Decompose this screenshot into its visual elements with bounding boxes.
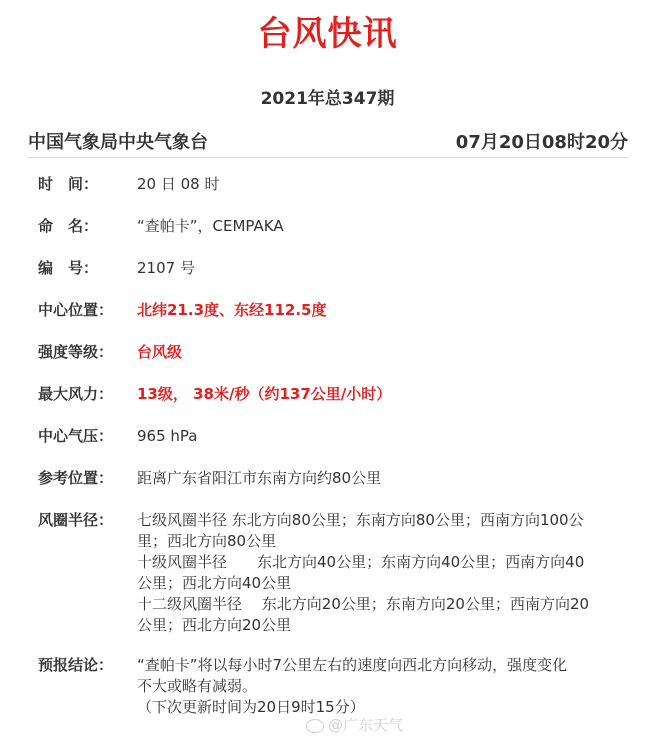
source-agency: 中国气象局中央气象台 — [28, 132, 208, 153]
field-label-name: 命 名： — [38, 217, 99, 235]
radius-line: 公里；西北方向40公里 — [137, 574, 292, 592]
field-value-center: 北纬21.3度、东经112.5度 — [137, 301, 327, 319]
radius-line: 七级风圈半径 东北方向80公里；东南方向80公里；西南方向100公 — [137, 511, 584, 529]
weibo-icon — [306, 719, 324, 733]
watermark-text: @广东天气 — [328, 716, 404, 734]
field-label-number: 编 号： — [38, 259, 99, 277]
radius-line: 十级风圈半径 东北方向40公里；东南方向40公里；西南方向40 — [137, 553, 585, 571]
field-value-name: “查帕卡”，CEMPAKA — [137, 217, 284, 235]
header-divider — [28, 157, 628, 158]
field-value-wind: 13级， 38米/秒（约137公里/小时） — [137, 385, 392, 403]
release-datetime: 07月20日08时20分 — [455, 132, 628, 153]
field-value-forecast — [137, 655, 637, 718]
radius-line: 公里；西北方向20公里 — [137, 616, 292, 634]
field-label-time: 时 间： — [38, 175, 99, 193]
field-value-intensity: 台风级 — [137, 343, 183, 361]
field-value-pressure: 965 hPa — [137, 427, 198, 445]
forecast-line: （下次更新时间为20日9时15分） — [137, 698, 365, 716]
watermark — [306, 714, 403, 735]
field-label-forecast: 预报结论： — [38, 656, 114, 674]
field-label-reference: 参考位置： — [38, 469, 114, 487]
radius-line: 十二级风圈半径 东北方向20公里；东南方向20公里；西南方向20 — [137, 595, 590, 613]
field-label-pressure: 中心气压： — [38, 427, 114, 445]
forecast-line: “查帕卡”将以每小时7公里左右的速度向西北方向移动，强度变化 — [137, 656, 568, 674]
field-label-wind: 最大风力： — [38, 385, 114, 403]
radius-line: 里；西北方向80公里 — [137, 532, 277, 550]
field-label-intensity: 强度等级： — [38, 343, 114, 361]
field-value-time: 20 日 08 时 — [137, 175, 220, 193]
issue-number: 2021年总347期 — [260, 89, 395, 109]
forecast-line: 不大或略有减弱。 — [137, 677, 258, 695]
field-value-reference: 距离广东省阳江市东南方向约80公里 — [137, 469, 382, 487]
field-label-center: 中心位置： — [38, 301, 114, 319]
field-label-radius: 风圈半径： — [38, 511, 114, 529]
page-title: 台风快讯 — [257, 14, 398, 54]
field-value-radius — [137, 510, 637, 636]
field-value-number: 2107 号 — [137, 259, 195, 277]
